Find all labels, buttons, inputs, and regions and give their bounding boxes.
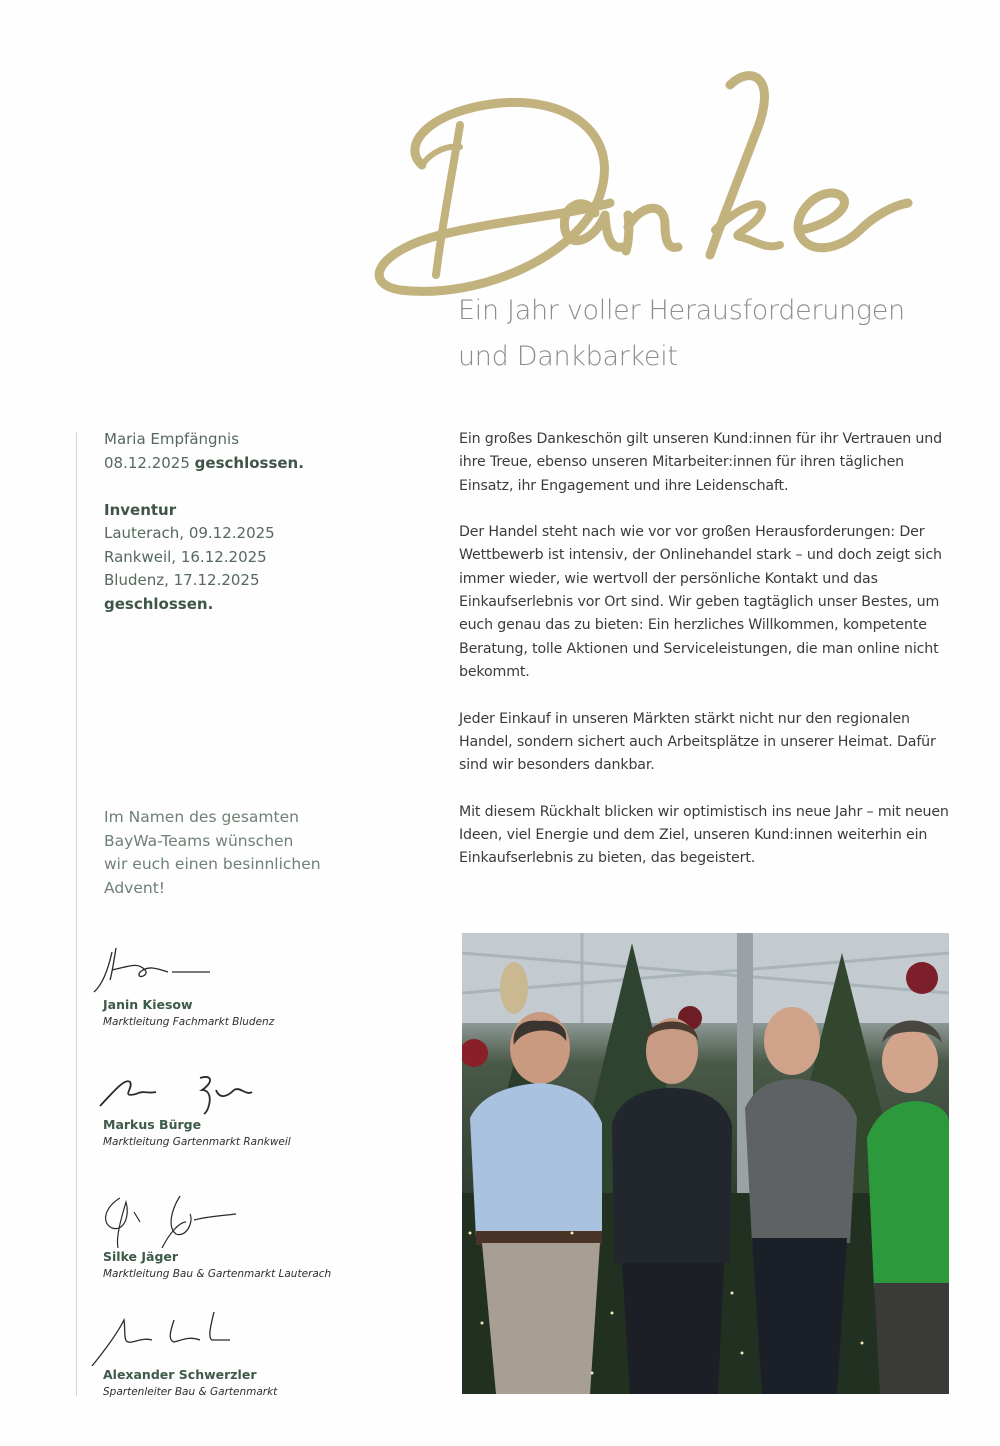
advent-greeting — [104, 806, 321, 900]
inventory-item: Rankweil, 16.12.2025 — [104, 547, 267, 566]
greeting-line: Im Namen des gesamten — [104, 808, 299, 826]
body-paragraph: Ein großes Dankeschön gilt unseren Kund:innen für ihr Vertrauen und ihre Treue, ebenso unseren Mitarbeiter:innen für ihren täglichen Einsatz, ihr Engagement und ihre Leidenschaft. — [459, 431, 942, 494]
body-paragraph: Jeder Einkauf in unseren Märkten stärkt nicht nur den regionalen Handel, sondern sichert auch Arbeitsplätze in unserer Heimat. Dafür sind wir besonders dankbar. — [459, 710, 936, 774]
body-paragraph: Mit diesem Rückhalt blicken wir optimistisch ins neue Jahr – mit neuen Ideen, viel Energie und dem Ziel, unseren Kund:innen weiterhin ein Einkaufserlebnis zu bieten, das begeistert. — [459, 803, 949, 867]
signatory-role: Marktleitung Fachmarkt Bludenz — [103, 1016, 275, 1028]
subtitle — [458, 288, 905, 380]
team-photo-illustration-icon — [462, 933, 949, 1394]
signature-block — [90, 940, 274, 1030]
inventory-item: Lauterach, 09.12.2025 — [104, 524, 275, 542]
subtitle-line-1: Ein Jahr voller Herausforderungen — [458, 295, 905, 326]
left-column-divider — [76, 432, 77, 1396]
greeting-line: wir euch einen besinnlichen — [104, 855, 321, 873]
signature-scribble-icon — [90, 1310, 270, 1366]
danke-script-title — [360, 55, 920, 310]
signatory-name: Alexander Schwerzler — [103, 1367, 257, 1382]
holiday-date: 08.12.2025 — [104, 453, 190, 472]
signature-block — [90, 1060, 291, 1150]
inventory-status: geschlossen. — [104, 594, 214, 613]
body-text — [459, 428, 949, 894]
body-paragraph: Der Handel steht nach wie vor vor großen Herausforderungen: Der Wettbewerb ist intensiv, der Onlinehandel stark – und doch zeigt sich immer wieder, wie wertvoll der persönliche Kontakt und das Einkaufserlebnis vor Ort sind. Wir geben tagtäglich unser Bestes, um euch genau das zu bieten: Ein herzliches Willkommen, kompetente Beratung, tolle Aktionen und Serviceleistungen, die man online nicht bekommt. — [459, 524, 942, 680]
holiday-line — [104, 452, 304, 476]
holiday-label: Maria Empfängnis — [104, 430, 240, 448]
signatory-name: Janin Kiesow — [103, 997, 193, 1012]
signatory-role: Marktleitung Bau & Gartenmarkt Lauterach — [103, 1268, 332, 1280]
signature-block — [90, 1310, 277, 1400]
greeting-line: Advent! — [104, 878, 165, 897]
subtitle-line-2: und Dankbarkeit — [458, 341, 678, 372]
team-photo — [462, 933, 949, 1394]
greeting-line: BayWa-Teams wünschen — [104, 831, 294, 850]
closing-notice — [104, 428, 304, 616]
signatory-name: Markus Bürge — [103, 1117, 202, 1132]
signatory-role: Spartenleiter Bau & Gartenmarkt — [103, 1386, 278, 1398]
signature-block — [90, 1192, 331, 1282]
signatory-role: Marktleitung Gartenmarkt Rankweil — [103, 1136, 291, 1148]
signatory-name: Silke Jäger — [103, 1249, 179, 1264]
signature-scribble-icon — [90, 1060, 270, 1116]
inventory-heading: Inventur — [104, 500, 177, 519]
signature-scribble-icon — [90, 1192, 270, 1248]
signature-scribble-icon — [90, 940, 270, 996]
holiday-status: geschlossen. — [194, 453, 304, 472]
inventory-item: Bludenz, 17.12.2025 — [104, 571, 260, 589]
danke-lettering-icon — [360, 55, 920, 310]
